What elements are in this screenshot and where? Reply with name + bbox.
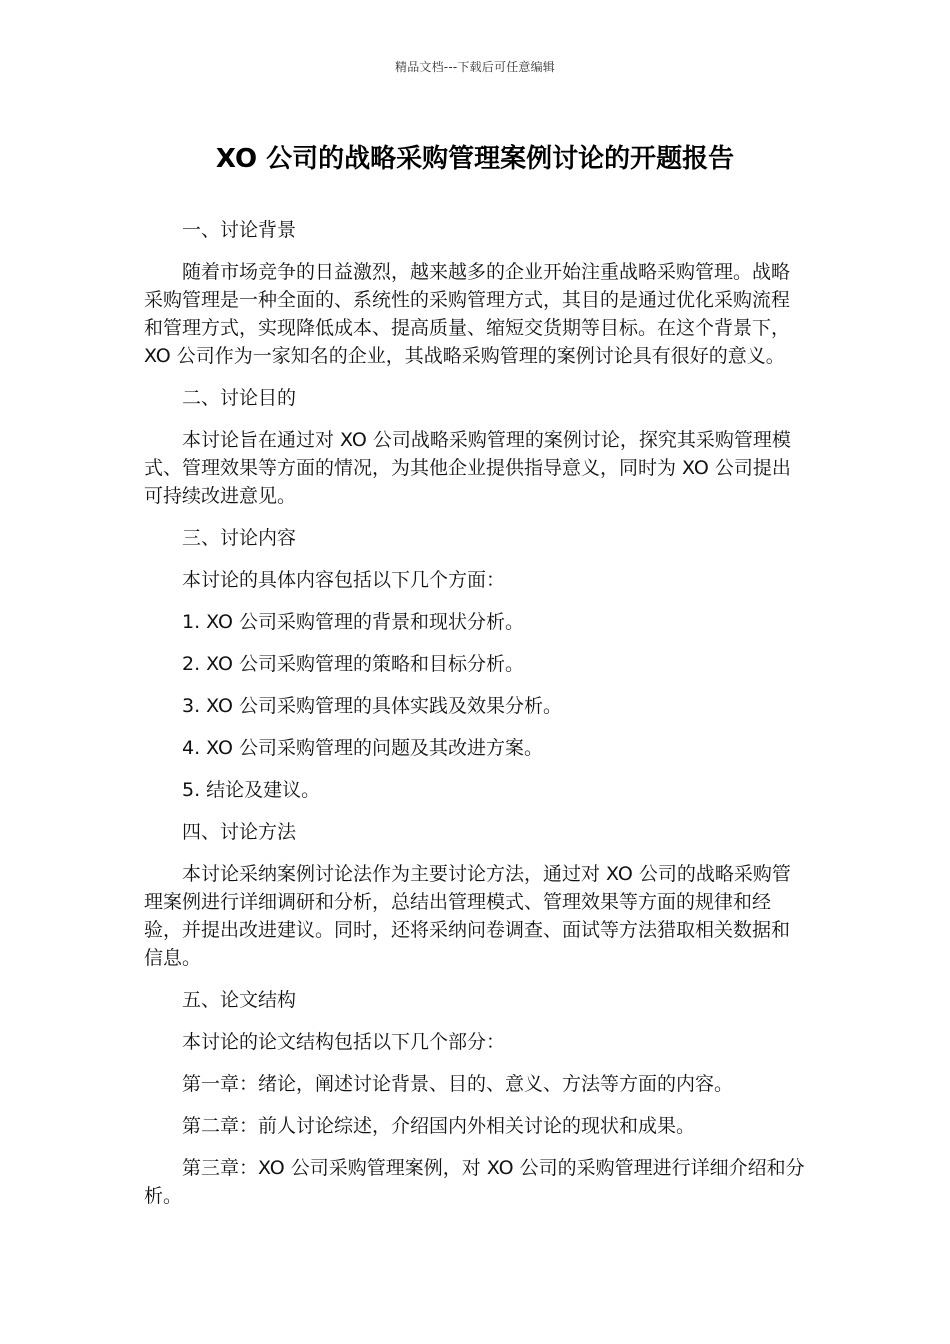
list-item: 5. 结论及建议。 <box>182 779 321 801</box>
paragraph-purpose: 本讨论旨在通过对 XO 公司战略采购管理的案例讨论，探究其采购管理模式、管理效果等方面的情况，为其他企业提供指导意义，同时为 XO 公司提出可持续改进意见。 <box>144 429 791 507</box>
list-item: 3. XO 公司采购管理的具体实践及效果分析。 <box>182 695 562 717</box>
paragraph-background: 随着市场竞争的日益激烈，越来越多的企业开始注重战略采购管理。战略采购管理是一种全面的、系统性的采购管理方式，其目的是通过优化采购流程和管理方式，实现降低成本、提高质量、缩短交货期等目标。在这个背景下，XO 公司作为一家知名的企业，其战略采购管理的案例讨论具有很好的意义。 <box>144 261 791 367</box>
section-heading-structure: 五、论文结构 <box>182 989 297 1011</box>
document-body <box>144 216 806 1224</box>
chapter-item: 第三章：XO 公司采购管理案例，对 XO 公司的采购管理进行详细介绍和分析。 <box>144 1157 805 1207</box>
list-item: 2. XO 公司采购管理的策略和目标分析。 <box>182 653 524 675</box>
section-heading-content: 三、讨论内容 <box>182 527 297 549</box>
paragraph-structure-intro: 本讨论的论文结构包括以下几个部分： <box>182 1031 506 1053</box>
list-item: 4. XO 公司采购管理的问题及其改进方案。 <box>182 737 543 759</box>
section-heading-method: 四、讨论方法 <box>182 821 297 843</box>
chapter-item: 第一章：绪论，阐述讨论背景、目的、意义、方法等方面的内容。 <box>182 1073 734 1095</box>
header-note: 精品文档---下载后可任意编辑 <box>395 60 555 74</box>
list-item: 1. XO 公司采购管理的背景和现状分析。 <box>182 611 524 633</box>
chapter-item: 第二章：前人讨论综述，介绍国内外相关讨论的现状和成果。 <box>182 1115 696 1137</box>
document-title: XO 公司的战略采购管理案例讨论的开题报告 <box>215 144 735 174</box>
section-heading-purpose: 二、讨论目的 <box>182 387 297 409</box>
section-heading-background: 一、讨论背景 <box>182 219 297 241</box>
paragraph-method: 本讨论采纳案例讨论法作为主要讨论方法，通过对 XO 公司的战略采购管理案例进行详细调研和分析，总结出管理模式、管理效果等方面的规律和经验，并提出改进建议。同时，还将采纳问卷调查、面试等方法猎取相关数据和信息。 <box>144 863 791 969</box>
paragraph-content-intro: 本讨论的具体内容包括以下几个方面： <box>182 569 506 591</box>
